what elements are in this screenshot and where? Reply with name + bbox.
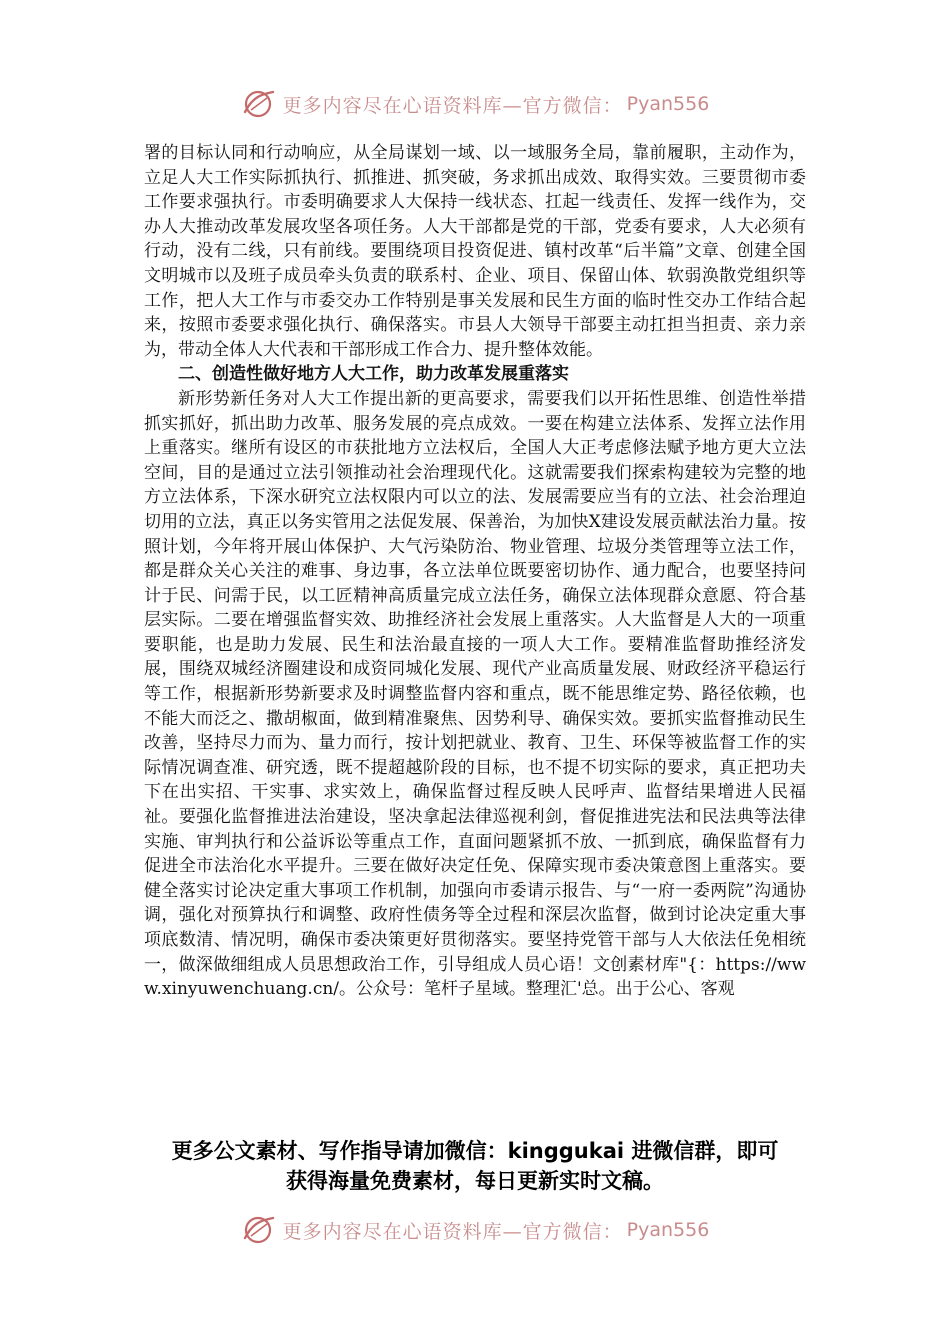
brand-wechat-id: Pyan556 [626, 1219, 710, 1241]
pen-signature-logo-icon [241, 86, 277, 122]
promo-line: 更多公文素材、写作指导请加微信：kinggukai 进微信群，即可 [171, 1139, 779, 1163]
brand-wechat-id: Pyan556 [626, 93, 710, 115]
paragraph: 署的目标认同和行动响应，从全局谋划一域、以一域服务全局，靠前履职，主动作为，立足人大工作实际抓执行、抓推进、抓突破，务求抓出成效、取得实效。三要贯彻市委工作要求强执行。市委明确要求人大保持一线状态、扛起一线责任、发挥一线作为，交办人大推动改革发展攻坚各项任务。人大干部都是党的干部，党委有要求，人大必须有行动，没有二线，只有前线。要围绕项目投资促进、镇村改革“后半篇”文章、创建全国文明城市以及班子成员牵头负责的联系村、企业、项目、保留山体、软弱涣散党组织等工作，把人大工作与市委交办工作特别是事关发展和民生方面的临时性交办工作结合起来，按照市委要求强化执行、确保落实。市县人大领导干部要主动扛担当担责、亲力亲为，带动全体人大代表和干部形成工作合力、提升整体效能。 [144, 143, 806, 360]
promo-banner [120, 1136, 830, 1196]
pen-signature-logo-icon [241, 1212, 277, 1248]
brand-text: 更多内容尽在心语资料库—官方微信： [282, 1220, 623, 1243]
page-footer-watermark [0, 1210, 950, 1250]
page-header-watermark [0, 84, 950, 124]
promo-line: 获得海量免费素材，每日更新实时文稿。 [286, 1169, 664, 1193]
section-heading: 二、创造性做好地方人大工作，助力改革发展重落实 [178, 364, 569, 385]
document-body [144, 141, 806, 1002]
brand-text: 更多内容尽在心语资料库—官方微信： [282, 94, 623, 117]
paragraph: 新形势新任务对人大工作提出新的更高要求，需要我们以开拓性思维、创造性举措抓实抓好，抓出助力改革、服务发展的亮点成效。一要在构建立法体系、发挥立法作用上重落实。继所有设区的市获批地方立法权后，全国人大正考虑修法赋予地方更大立法空间，目的是通过立法引领推动社会治理现代化。这就需要我们探索构建较为完整的地方立法体系，下深水研究立法权限内可以立的法、发展需要应当有的立法、社会治理迫切用的立法，真正以务实管用之法促发展、保善治，为加快X建设发展贡献法治力量。按照计划，今年将开展山体保护、大气污染防治、物业管理、垃圾分类管理等立法工作，都是群众关心关注的难事、身边事，各立法单位既要密切协作、通力配合，也要坚持问计于民、问需于民，以工匠精神高质量完成立法任务，确保立法体现群众意愿、符合基层实际。二要在增强监督实效、助推经济社会发展上重落实。人大监督是人大的一项重要职能，也是助力发展、民生和法治最直接的一项人大工作。要精准监督助推经济发展，围绕双城经济圈建设和成资同城化发展、现代产业高质量发展、财政经济平稳运行等工作，根据新形势新要求及时调整监督内容和重点，既不能思维定势、路径依赖，也不能大而泛之、撒胡椒面，做到精准聚焦、因势利导、确保实效。要抓实监督推动民生改善，坚持尽力而为、量力而行，按计划把就业、教育、卫生、环保等被监督工作的实际情况调查准、研究透，既不提超越阶段的目标，也不提不切实际的要求，真正把功夫下在出实招、干实事、求实效上，确保监督过程反映人民呼声、监督结果增进人民福祉。要强化监督推进法治建设，坚决拿起法律巡视利剑，督促推进宪法和民法典等法律实施、审判执行和公益诉讼等重点工作，直面问题紧抓不放、一抓到底，确保监督有力促进全市法治化水平提升。三要在做好决定任免、保障实现市委决策意图上重落实。要健全落实讨论决定重大事项工作机制，加强向市委请示报告、与“一府一委两院”沟通协调，强化对预算执行和调整、政府性债务等全过程和深层次监督，做到讨论决定重大事项底数清、情况明，确保市委决策更好贯彻落实。要坚持党管干部与人大依法任免相统一，做深做细组成人员思想政治工作，引导组成人员心语！文创素材库"{：https://www.xinyuwenchuang.cn/。公众号：笔杆子星域。整理汇'总。出于公心、客观 [144, 388, 806, 1000]
